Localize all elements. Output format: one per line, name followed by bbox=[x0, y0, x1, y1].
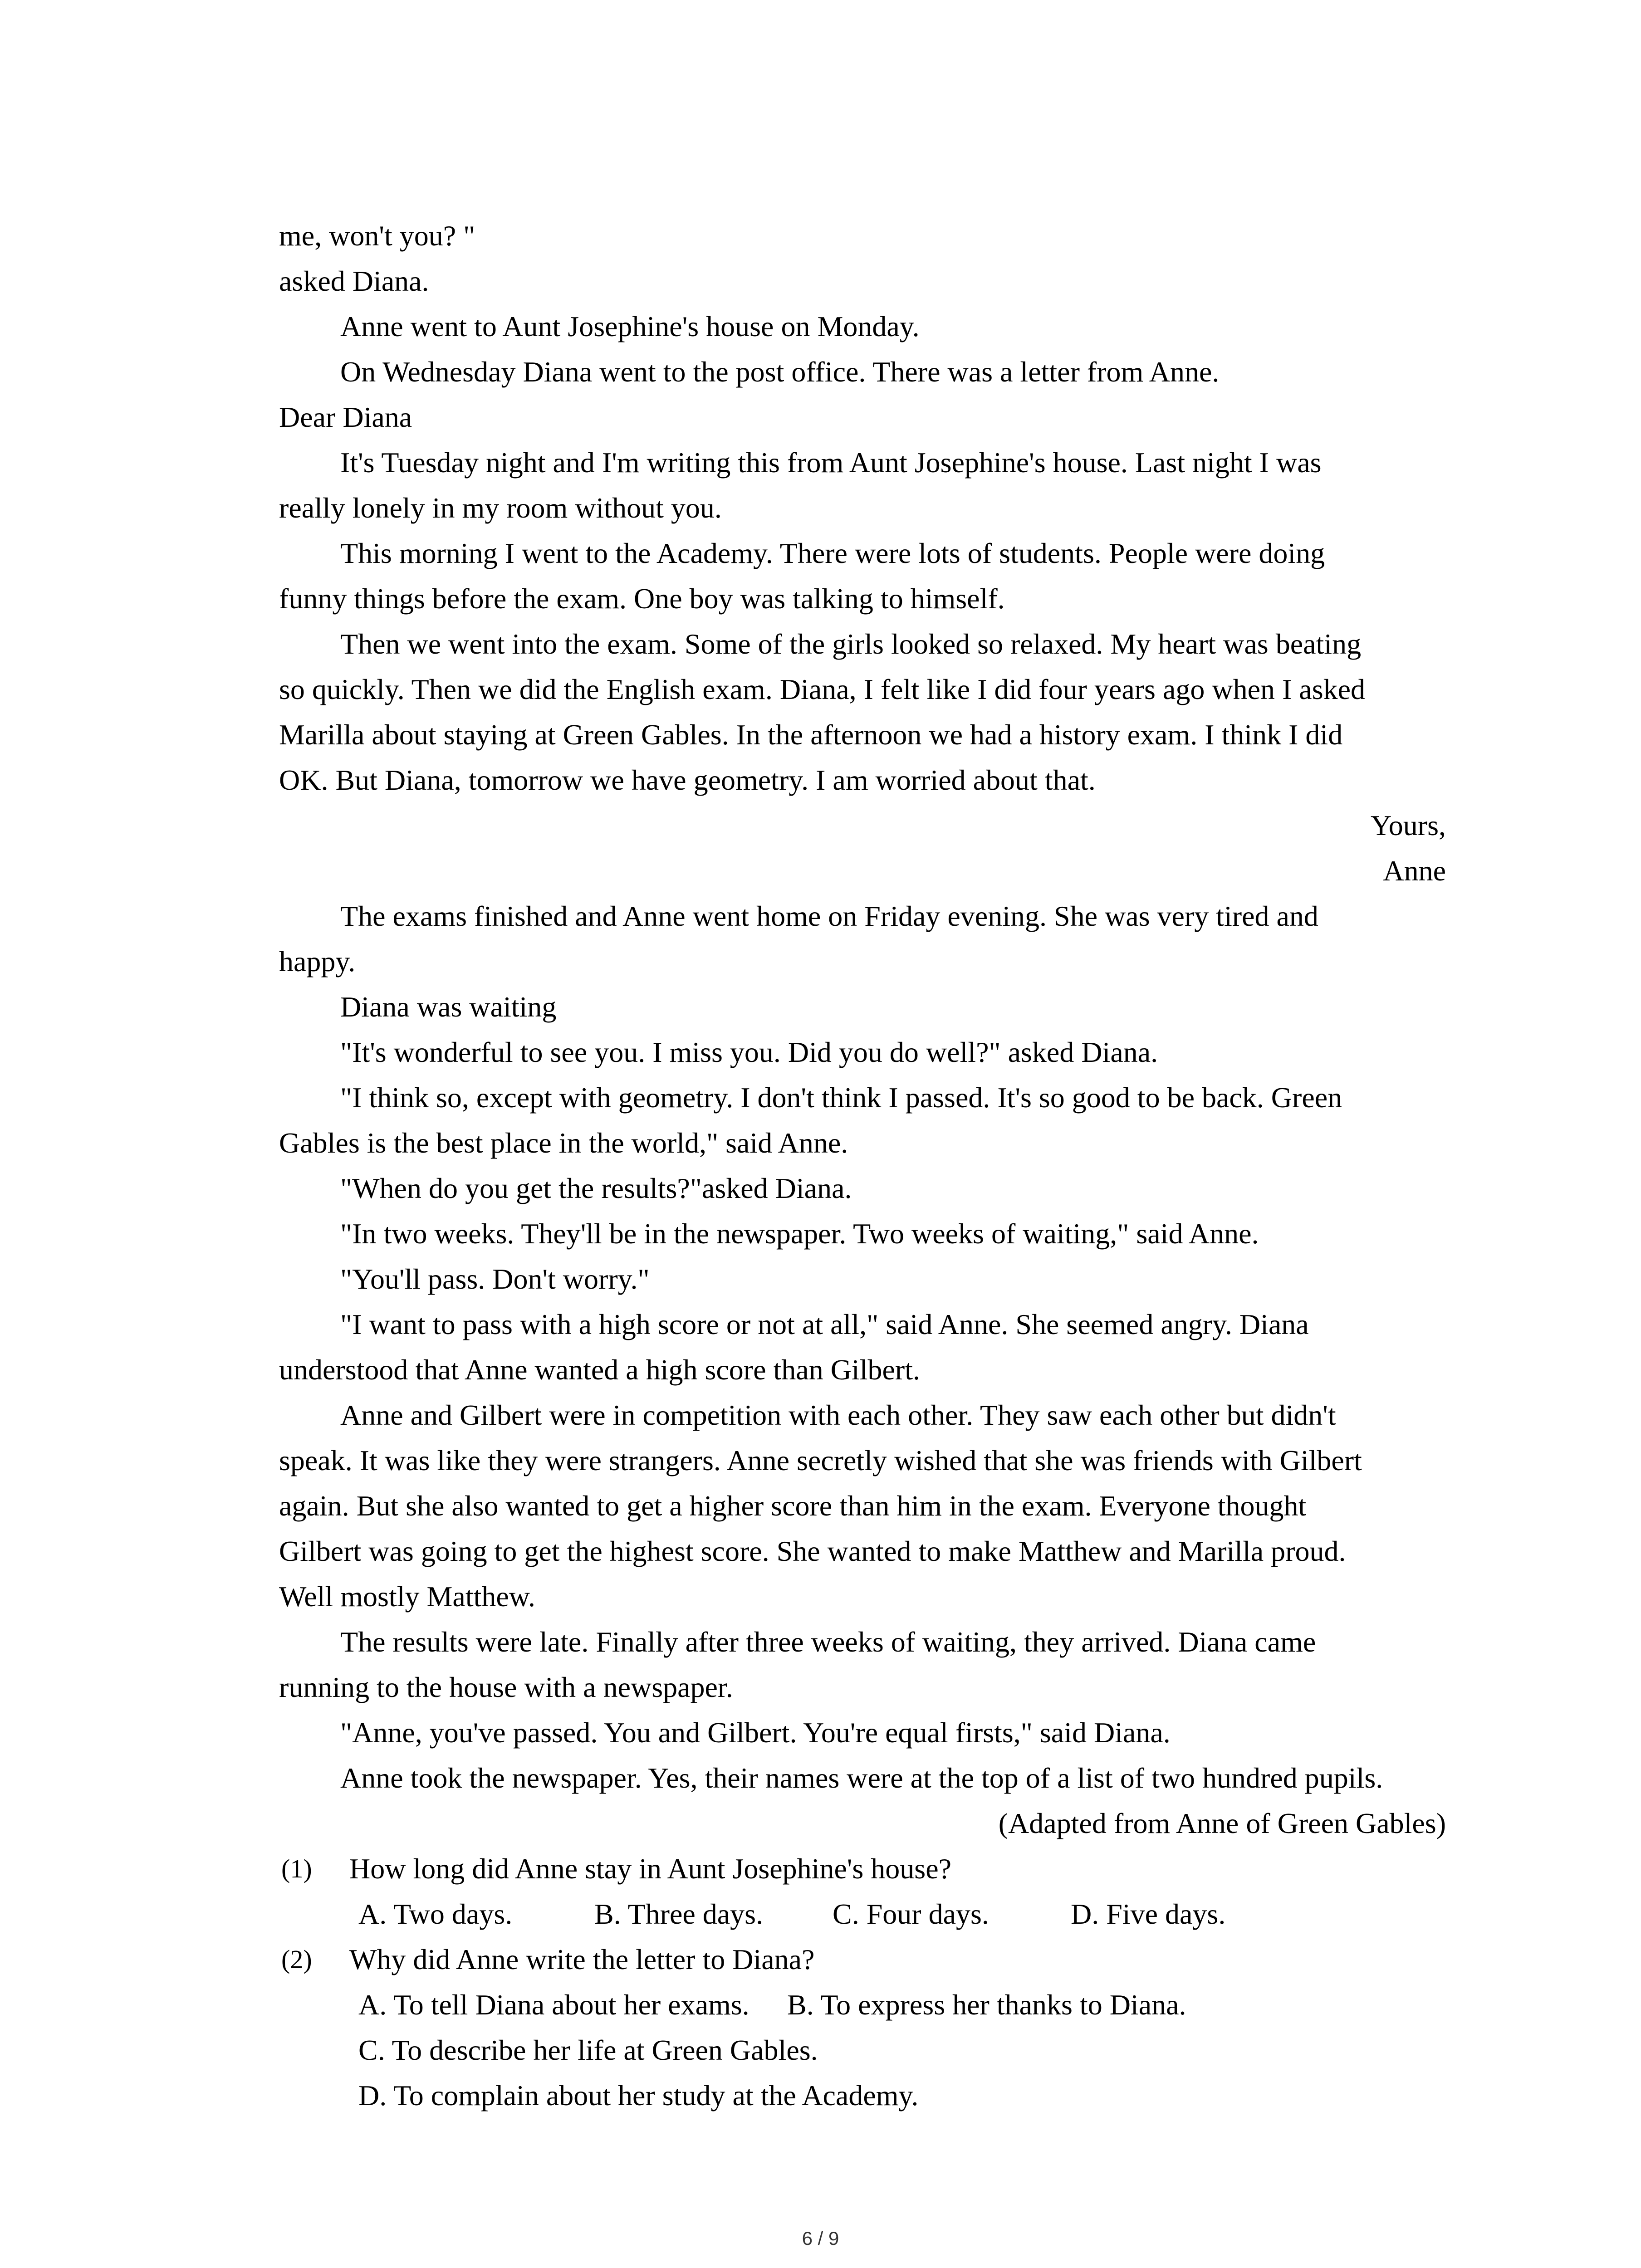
question-number: (1) bbox=[281, 1854, 312, 1883]
passage-line: funny things before the exam. One boy was talking to himself. bbox=[279, 582, 1005, 615]
passage-line: happy. bbox=[279, 945, 356, 978]
option-a[interactable]: A. Two days. bbox=[358, 1898, 513, 1930]
option-a[interactable]: A. To tell Diana about her exams. bbox=[358, 1989, 749, 2021]
passage-line: This morning I went to the Academy. There were lots of students. People were doing bbox=[340, 537, 1325, 569]
passage-line: Anne took the newspaper. Yes, their names were at the top of a list of two hundred pupils. bbox=[340, 1762, 1383, 1794]
letter-greeting: Dear Diana bbox=[279, 401, 412, 433]
passage-line: running to the house with a newspaper. bbox=[279, 1671, 733, 1703]
passage-line: Anne went to Aunt Josephine's house on Monday. bbox=[340, 310, 920, 342]
letter-signature: Anne bbox=[1383, 855, 1446, 887]
passage-line: really lonely in my room without you. bbox=[279, 492, 722, 524]
passage-line: "I think so, except with geometry. I don't think I passed. It's so good to be back. Green bbox=[340, 1081, 1342, 1114]
passage-line: Anne and Gilbert were in competition with each other. They saw each other but didn't bbox=[340, 1399, 1336, 1431]
passage-line: "It's wonderful to see you. I miss you. Did you do well?" asked Diana. bbox=[340, 1036, 1158, 1068]
passage-line: The results were late. Finally after three weeks of waiting, they arrived. Diana came bbox=[340, 1626, 1316, 1658]
option-b[interactable]: B. Three days. bbox=[594, 1898, 764, 1930]
passage-line: "You'll pass. Don't worry." bbox=[340, 1263, 650, 1295]
passage-line: Well mostly Matthew. bbox=[279, 1580, 535, 1613]
passage-line: asked Diana. bbox=[279, 265, 429, 297]
option-c[interactable]: C. To describe her life at Green Gables. bbox=[358, 2034, 818, 2066]
passage-line: Then we went into the exam. Some of the girls looked so relaxed. My heart was beating bbox=[340, 628, 1362, 660]
option-c[interactable]: C. Four days. bbox=[833, 1898, 989, 1930]
passage-line: me, won't you? " bbox=[279, 220, 475, 252]
question-text: How long did Anne stay in Aunt Josephine's house? bbox=[349, 1853, 951, 1885]
question-text: Why did Anne write the letter to Diana? bbox=[349, 1943, 815, 1975]
passage-source: (Adapted from Anne of Green Gables) bbox=[998, 1807, 1446, 1839]
passage-line: It's Tuesday night and I'm writing this from Aunt Josephine's house. Last night I was bbox=[340, 446, 1322, 479]
question-number: (2) bbox=[281, 1945, 312, 1974]
option-d[interactable]: D. To complain about her study at the Academy. bbox=[358, 2079, 919, 2112]
passage-line: "When do you get the results?"asked Diana. bbox=[340, 1172, 852, 1204]
passage-line: Gilbert was going to get the highest score. She wanted to make Matthew and Marilla proud. bbox=[279, 1535, 1346, 1567]
passage-line: On Wednesday Diana went to the post office. There was a letter from Anne. bbox=[340, 356, 1220, 388]
letter-closing: Yours, bbox=[1370, 809, 1446, 841]
passage-line: Marilla about staying at Green Gables. In the afternoon we had a history exam. I think I did bbox=[279, 719, 1343, 751]
option-b[interactable]: B. To express her thanks to Diana. bbox=[787, 1989, 1186, 2021]
passage-line: again. But she also wanted to get a higher score than him in the exam. Everyone thought bbox=[279, 1490, 1307, 1522]
page-number: 6 / 9 bbox=[802, 2228, 839, 2249]
passage-line: Diana was waiting bbox=[340, 991, 557, 1023]
passage-line: so quickly. Then we did the English exam. Diana, I felt like I did four years ago when I asked bbox=[279, 673, 1365, 705]
passage-line: speak. It was like they were strangers. Anne secretly wished that she was friends with Gilbert bbox=[279, 1444, 1362, 1476]
passage-line: "In two weeks. They'll be in the newspaper. Two weeks of waiting," said Anne. bbox=[340, 1217, 1259, 1250]
option-d[interactable]: D. Five days. bbox=[1071, 1898, 1226, 1930]
passage-line: "Anne, you've passed. You and Gilbert. You're equal firsts," said Diana. bbox=[340, 1716, 1171, 1749]
passage-line: "I want to pass with a high score or not at all," said Anne. She seemed angry. Diana bbox=[340, 1308, 1309, 1340]
passage-line: understood that Anne wanted a high score than Gilbert. bbox=[279, 1354, 920, 1386]
passage-line: Gables is the best place in the world," said Anne. bbox=[279, 1127, 848, 1159]
passage-line: OK. But Diana, tomorrow we have geometry. I am worried about that. bbox=[279, 764, 1096, 796]
passage-line: The exams finished and Anne went home on Friday evening. She was very tired and bbox=[340, 900, 1318, 932]
